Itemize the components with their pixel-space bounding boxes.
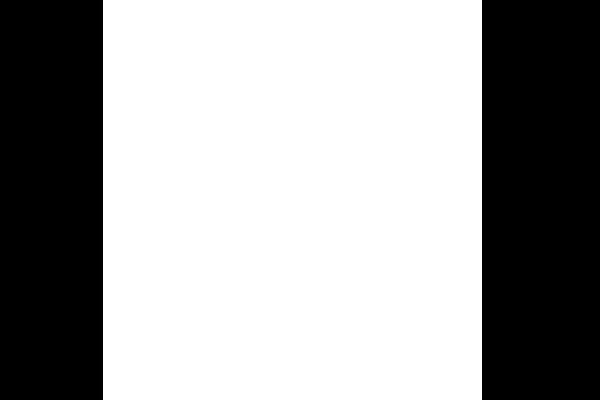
plot-canvas [103,0,482,400]
scatter-plots-svg [103,0,482,400]
